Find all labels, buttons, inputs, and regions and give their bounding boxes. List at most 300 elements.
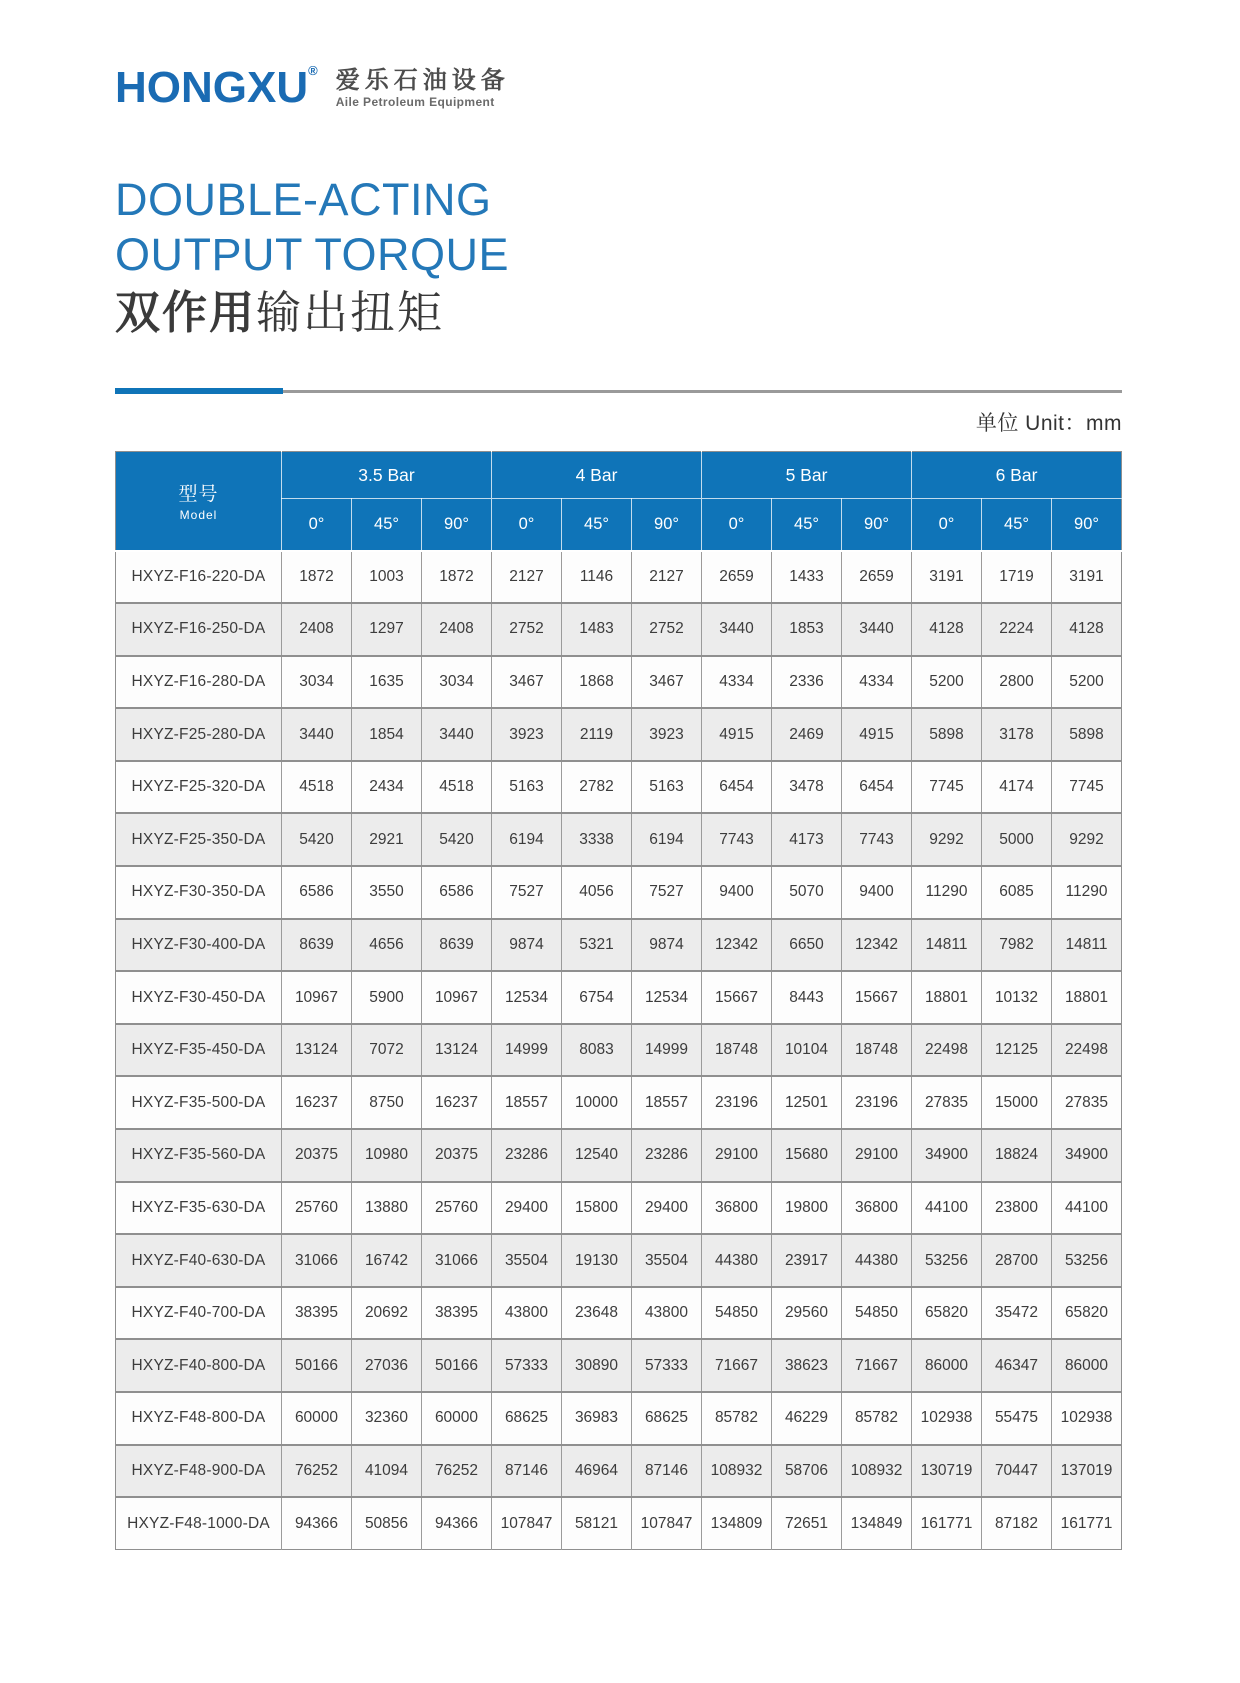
value-cell: 15667 <box>702 971 772 1024</box>
value-cell: 38395 <box>282 1287 352 1340</box>
value-cell: 14811 <box>912 919 982 972</box>
value-cell: 54850 <box>702 1287 772 1340</box>
value-cell: 1483 <box>562 603 632 656</box>
value-cell: 2336 <box>772 656 842 709</box>
value-cell: 3191 <box>912 551 982 604</box>
value-cell: 12501 <box>772 1076 842 1129</box>
value-cell: 25760 <box>282 1182 352 1235</box>
value-cell: 50856 <box>352 1497 422 1550</box>
value-cell: 58121 <box>562 1497 632 1550</box>
value-cell: 3034 <box>282 656 352 709</box>
value-cell: 6754 <box>562 971 632 1024</box>
title-line-1: DOUBLE-ACTING <box>115 174 492 225</box>
value-cell: 12342 <box>702 919 772 972</box>
value-cell: 2127 <box>492 551 562 604</box>
model-cell: HXYZ-F16-280-DA <box>116 656 282 709</box>
value-cell: 2782 <box>562 761 632 814</box>
value-cell: 68625 <box>492 1392 562 1445</box>
value-cell: 2752 <box>492 603 562 656</box>
value-cell: 2224 <box>982 603 1052 656</box>
value-cell: 7743 <box>702 813 772 866</box>
value-cell: 2408 <box>422 603 492 656</box>
model-cell: HXYZ-F40-630-DA <box>116 1234 282 1287</box>
value-cell: 30890 <box>562 1339 632 1392</box>
logo-wordmark: HONGXU® <box>115 63 318 112</box>
value-cell: 35504 <box>632 1234 702 1287</box>
value-cell: 87182 <box>982 1497 1052 1550</box>
angle-header: 0° <box>912 499 982 551</box>
separator-gray-segment <box>283 390 1122 393</box>
value-cell: 13124 <box>282 1024 352 1077</box>
value-cell: 34900 <box>1052 1129 1122 1182</box>
value-cell: 102938 <box>1052 1392 1122 1445</box>
angle-header: 0° <box>702 499 772 551</box>
value-cell: 137019 <box>1052 1445 1122 1498</box>
table-row <box>116 1234 1122 1287</box>
value-cell: 16742 <box>352 1234 422 1287</box>
value-cell: 7743 <box>842 813 912 866</box>
value-cell: 12342 <box>842 919 912 972</box>
value-cell: 41094 <box>352 1445 422 1498</box>
value-cell: 36983 <box>562 1392 632 1445</box>
value-cell: 29100 <box>702 1129 772 1182</box>
model-cell: HXYZ-F30-450-DA <box>116 971 282 1024</box>
model-cell: HXYZ-F30-350-DA <box>116 866 282 919</box>
table-row <box>116 971 1122 1024</box>
value-cell: 3191 <box>1052 551 1122 604</box>
model-column-header <box>116 452 282 551</box>
value-cell: 50166 <box>422 1339 492 1392</box>
value-cell: 4518 <box>422 761 492 814</box>
value-cell: 3440 <box>422 708 492 761</box>
table-row <box>116 866 1122 919</box>
value-cell: 86000 <box>1052 1339 1122 1392</box>
value-cell: 76252 <box>282 1445 352 1498</box>
model-cell: HXYZ-F35-560-DA <box>116 1129 282 1182</box>
value-cell: 65820 <box>1052 1287 1122 1340</box>
value-cell: 102938 <box>912 1392 982 1445</box>
value-cell: 5898 <box>1052 708 1122 761</box>
value-cell: 46229 <box>772 1392 842 1445</box>
value-cell: 20375 <box>422 1129 492 1182</box>
value-cell: 29560 <box>772 1287 842 1340</box>
value-cell: 6194 <box>632 813 702 866</box>
table-row <box>116 603 1122 656</box>
page-title <box>115 172 1122 342</box>
value-cell: 1003 <box>352 551 422 604</box>
value-cell: 29400 <box>492 1182 562 1235</box>
value-cell: 23196 <box>842 1076 912 1129</box>
value-cell: 1146 <box>562 551 632 604</box>
value-cell: 71667 <box>842 1339 912 1392</box>
value-cell: 10967 <box>422 971 492 1024</box>
value-cell: 108932 <box>702 1445 772 1498</box>
value-cell: 53256 <box>912 1234 982 1287</box>
value-cell: 4334 <box>842 656 912 709</box>
value-cell: 1297 <box>352 603 422 656</box>
value-cell: 4518 <box>282 761 352 814</box>
model-cell: HXYZ-F25-350-DA <box>116 813 282 866</box>
value-cell: 29400 <box>632 1182 702 1235</box>
angle-header: 45° <box>352 499 422 551</box>
table-row <box>116 1287 1122 1340</box>
value-cell: 130719 <box>912 1445 982 1498</box>
value-cell: 1868 <box>562 656 632 709</box>
value-cell: 23286 <box>492 1129 562 1182</box>
model-cell: HXYZ-F40-800-DA <box>116 1339 282 1392</box>
value-cell: 3478 <box>772 761 842 814</box>
value-cell: 25760 <box>422 1182 492 1235</box>
value-cell: 13880 <box>352 1182 422 1235</box>
value-cell: 20375 <box>282 1129 352 1182</box>
logo-chinese-name: 爱乐石油设备 <box>335 67 510 95</box>
value-cell: 18748 <box>842 1024 912 1077</box>
value-cell: 4056 <box>562 866 632 919</box>
value-cell: 5898 <box>912 708 982 761</box>
table-row <box>116 813 1122 866</box>
value-cell: 3178 <box>982 708 1052 761</box>
title-chinese-bold: 双作用 <box>115 287 257 338</box>
value-cell: 60000 <box>282 1392 352 1445</box>
value-cell: 2800 <box>982 656 1052 709</box>
value-cell: 2659 <box>702 551 772 604</box>
value-cell: 5321 <box>562 919 632 972</box>
value-cell: 5900 <box>352 971 422 1024</box>
value-cell: 8639 <box>422 919 492 972</box>
value-cell: 2659 <box>842 551 912 604</box>
value-cell: 10132 <box>982 971 1052 1024</box>
angle-header: 0° <box>492 499 562 551</box>
value-cell: 87146 <box>632 1445 702 1498</box>
pressure-group-header: 6 Bar <box>912 452 1122 499</box>
value-cell: 4656 <box>352 919 422 972</box>
value-cell: 5420 <box>282 813 352 866</box>
value-cell: 23917 <box>772 1234 842 1287</box>
value-cell: 10967 <box>282 971 352 1024</box>
model-header-cn: 型号 <box>178 484 219 506</box>
value-cell: 87146 <box>492 1445 562 1498</box>
value-cell: 12534 <box>632 971 702 1024</box>
value-cell: 2752 <box>632 603 702 656</box>
value-cell: 9292 <box>1052 813 1122 866</box>
value-cell: 94366 <box>282 1497 352 1550</box>
value-cell: 3467 <box>632 656 702 709</box>
value-cell: 18824 <box>982 1129 1052 1182</box>
value-cell: 9874 <box>632 919 702 972</box>
value-cell: 2921 <box>352 813 422 866</box>
value-cell: 11290 <box>1052 866 1122 919</box>
value-cell: 65820 <box>912 1287 982 1340</box>
value-cell: 57333 <box>492 1339 562 1392</box>
value-cell: 38623 <box>772 1339 842 1392</box>
value-cell: 35504 <box>492 1234 562 1287</box>
value-cell: 55475 <box>982 1392 1052 1445</box>
value-cell: 60000 <box>422 1392 492 1445</box>
model-cell: HXYZ-F48-800-DA <box>116 1392 282 1445</box>
value-cell: 9400 <box>842 866 912 919</box>
pressure-header-row <box>116 452 1122 499</box>
value-cell: 4173 <box>772 813 842 866</box>
value-cell: 44380 <box>842 1234 912 1287</box>
table-row <box>116 1445 1122 1498</box>
value-cell: 18801 <box>1052 971 1122 1024</box>
value-cell: 161771 <box>1052 1497 1122 1550</box>
angle-header: 90° <box>1052 499 1122 551</box>
value-cell: 5070 <box>772 866 842 919</box>
value-cell: 43800 <box>632 1287 702 1340</box>
model-cell: HXYZ-F48-900-DA <box>116 1445 282 1498</box>
value-cell: 1853 <box>772 603 842 656</box>
angle-header: 45° <box>982 499 1052 551</box>
model-cell: HXYZ-F48-1000-DA <box>116 1497 282 1550</box>
value-cell: 76252 <box>422 1445 492 1498</box>
brand-logo <box>115 58 1122 110</box>
table-header <box>116 452 1122 551</box>
value-cell: 13124 <box>422 1024 492 1077</box>
value-cell: 12540 <box>562 1129 632 1182</box>
value-cell: 3467 <box>492 656 562 709</box>
model-cell: HXYZ-F16-220-DA <box>116 551 282 604</box>
value-cell: 6586 <box>422 866 492 919</box>
value-cell: 107847 <box>492 1497 562 1550</box>
value-cell: 15800 <box>562 1182 632 1235</box>
value-cell: 14999 <box>492 1024 562 1077</box>
model-cell: HXYZ-F35-450-DA <box>116 1024 282 1077</box>
value-cell: 58706 <box>772 1445 842 1498</box>
value-cell: 22498 <box>1052 1024 1122 1077</box>
value-cell: 15000 <box>982 1076 1052 1129</box>
value-cell: 5420 <box>422 813 492 866</box>
value-cell: 38395 <box>422 1287 492 1340</box>
value-cell: 23800 <box>982 1182 1052 1235</box>
value-cell: 85782 <box>702 1392 772 1445</box>
value-cell: 8083 <box>562 1024 632 1077</box>
model-cell: HXYZ-F30-400-DA <box>116 919 282 972</box>
title-separator <box>115 388 1122 394</box>
pressure-group-header: 3.5 Bar <box>282 452 492 499</box>
value-cell: 9292 <box>912 813 982 866</box>
value-cell: 14999 <box>632 1024 702 1077</box>
value-cell: 36800 <box>842 1182 912 1235</box>
value-cell: 10000 <box>562 1076 632 1129</box>
value-cell: 7745 <box>912 761 982 814</box>
value-cell: 16237 <box>282 1076 352 1129</box>
value-cell: 2408 <box>282 603 352 656</box>
value-cell: 2469 <box>772 708 842 761</box>
value-cell: 22498 <box>912 1024 982 1077</box>
value-cell: 4915 <box>702 708 772 761</box>
value-cell: 35472 <box>982 1287 1052 1340</box>
value-cell: 44100 <box>1052 1182 1122 1235</box>
value-cell: 3440 <box>282 708 352 761</box>
value-cell: 15667 <box>842 971 912 1024</box>
value-cell: 19130 <box>562 1234 632 1287</box>
value-cell: 18748 <box>702 1024 772 1077</box>
value-cell: 12125 <box>982 1024 1052 1077</box>
value-cell: 12534 <box>492 971 562 1024</box>
angle-header: 90° <box>632 499 702 551</box>
value-cell: 8639 <box>282 919 352 972</box>
value-cell: 31066 <box>422 1234 492 1287</box>
value-cell: 57333 <box>632 1339 702 1392</box>
value-cell: 11290 <box>912 866 982 919</box>
model-cell: HXYZ-F25-280-DA <box>116 708 282 761</box>
value-cell: 23648 <box>562 1287 632 1340</box>
value-cell: 8443 <box>772 971 842 1024</box>
value-cell: 71667 <box>702 1339 772 1392</box>
value-cell: 23196 <box>702 1076 772 1129</box>
value-cell: 2119 <box>562 708 632 761</box>
angle-header: 90° <box>422 499 492 551</box>
model-cell: HXYZ-F40-700-DA <box>116 1287 282 1340</box>
value-cell: 6454 <box>702 761 772 814</box>
unit-label: 单位 Unit：mm <box>975 412 1122 435</box>
table-row <box>116 708 1122 761</box>
value-cell: 3440 <box>842 603 912 656</box>
model-cell: HXYZ-F16-250-DA <box>116 603 282 656</box>
model-cell: HXYZ-F35-500-DA <box>116 1076 282 1129</box>
value-cell: 43800 <box>492 1287 562 1340</box>
value-cell: 94366 <box>422 1497 492 1550</box>
value-cell: 15680 <box>772 1129 842 1182</box>
angle-header: 45° <box>562 499 632 551</box>
value-cell: 6586 <box>282 866 352 919</box>
value-cell: 44100 <box>912 1182 982 1235</box>
value-cell: 28700 <box>982 1234 1052 1287</box>
value-cell: 1872 <box>422 551 492 604</box>
value-cell: 9874 <box>492 919 562 972</box>
table-row <box>116 1339 1122 1392</box>
value-cell: 4174 <box>982 761 1052 814</box>
title-chinese-light: 输出扭矩 <box>256 287 445 338</box>
value-cell: 5000 <box>982 813 1052 866</box>
value-cell: 7072 <box>352 1024 422 1077</box>
title-chinese <box>115 284 1122 342</box>
value-cell: 31066 <box>282 1234 352 1287</box>
value-cell: 18557 <box>492 1076 562 1129</box>
value-cell: 36800 <box>702 1182 772 1235</box>
value-cell: 2434 <box>352 761 422 814</box>
value-cell: 1433 <box>772 551 842 604</box>
value-cell: 3440 <box>702 603 772 656</box>
value-cell: 1854 <box>352 708 422 761</box>
value-cell: 32360 <box>352 1392 422 1445</box>
value-cell: 134849 <box>842 1497 912 1550</box>
value-cell: 3923 <box>632 708 702 761</box>
value-cell: 4334 <box>702 656 772 709</box>
table-row <box>116 1497 1122 1550</box>
value-cell: 6194 <box>492 813 562 866</box>
value-cell: 14811 <box>1052 919 1122 972</box>
table-row <box>116 1182 1122 1235</box>
value-cell: 3923 <box>492 708 562 761</box>
value-cell: 16237 <box>422 1076 492 1129</box>
value-cell: 5163 <box>492 761 562 814</box>
value-cell: 9400 <box>702 866 772 919</box>
separator-accent-segment <box>115 388 283 394</box>
value-cell: 7527 <box>492 866 562 919</box>
value-cell: 86000 <box>912 1339 982 1392</box>
value-cell: 4915 <box>842 708 912 761</box>
value-cell: 46347 <box>982 1339 1052 1392</box>
model-cell: HXYZ-F35-630-DA <box>116 1182 282 1235</box>
value-cell: 85782 <box>842 1392 912 1445</box>
table-row <box>116 1129 1122 1182</box>
value-cell: 34900 <box>912 1129 982 1182</box>
angle-header: 45° <box>772 499 842 551</box>
value-cell: 7527 <box>632 866 702 919</box>
value-cell: 27835 <box>912 1076 982 1129</box>
value-cell: 5200 <box>1052 656 1122 709</box>
value-cell: 4128 <box>1052 603 1122 656</box>
value-cell: 54850 <box>842 1287 912 1340</box>
value-cell: 70447 <box>982 1445 1052 1498</box>
value-cell: 6085 <box>982 866 1052 919</box>
value-cell: 44380 <box>702 1234 772 1287</box>
value-cell: 10980 <box>352 1129 422 1182</box>
value-cell: 134809 <box>702 1497 772 1550</box>
value-cell: 107847 <box>632 1497 702 1550</box>
value-cell: 7745 <box>1052 761 1122 814</box>
value-cell: 46964 <box>562 1445 632 1498</box>
value-cell: 1635 <box>352 656 422 709</box>
angle-header: 0° <box>282 499 352 551</box>
value-cell: 5200 <box>912 656 982 709</box>
value-cell: 8750 <box>352 1076 422 1129</box>
value-cell: 7982 <box>982 919 1052 972</box>
value-cell: 5163 <box>632 761 702 814</box>
table-row <box>116 761 1122 814</box>
value-cell: 29100 <box>842 1129 912 1182</box>
value-cell: 23286 <box>632 1129 702 1182</box>
model-header-en: Model <box>179 508 218 523</box>
pressure-group-header: 4 Bar <box>492 452 702 499</box>
value-cell: 10104 <box>772 1024 842 1077</box>
table-row <box>116 656 1122 709</box>
value-cell: 108932 <box>842 1445 912 1498</box>
value-cell: 161771 <box>912 1497 982 1550</box>
value-cell: 19800 <box>772 1182 842 1235</box>
table-row <box>116 919 1122 972</box>
value-cell: 1872 <box>282 551 352 604</box>
value-cell: 4128 <box>912 603 982 656</box>
pressure-group-header: 5 Bar <box>702 452 912 499</box>
title-line-2: OUTPUT TORQUE <box>115 229 510 280</box>
value-cell: 6650 <box>772 919 842 972</box>
table-row <box>116 551 1122 604</box>
value-cell: 72651 <box>772 1497 842 1550</box>
table-row <box>116 1024 1122 1077</box>
value-cell: 18557 <box>632 1076 702 1129</box>
value-cell: 27835 <box>1052 1076 1122 1129</box>
torque-table <box>115 451 1122 1550</box>
model-cell: HXYZ-F25-320-DA <box>116 761 282 814</box>
logo-english-name: Aile Petroleum Equipment <box>335 94 495 109</box>
value-cell: 20692 <box>352 1287 422 1340</box>
registered-trademark-icon: ® <box>308 63 318 78</box>
table-row <box>116 1392 1122 1445</box>
value-cell: 3550 <box>352 866 422 919</box>
angle-header: 90° <box>842 499 912 551</box>
value-cell: 27036 <box>352 1339 422 1392</box>
value-cell: 3034 <box>422 656 492 709</box>
value-cell: 18801 <box>912 971 982 1024</box>
value-cell: 68625 <box>632 1392 702 1445</box>
value-cell: 3338 <box>562 813 632 866</box>
value-cell: 2127 <box>632 551 702 604</box>
table-row <box>116 1076 1122 1129</box>
value-cell: 53256 <box>1052 1234 1122 1287</box>
